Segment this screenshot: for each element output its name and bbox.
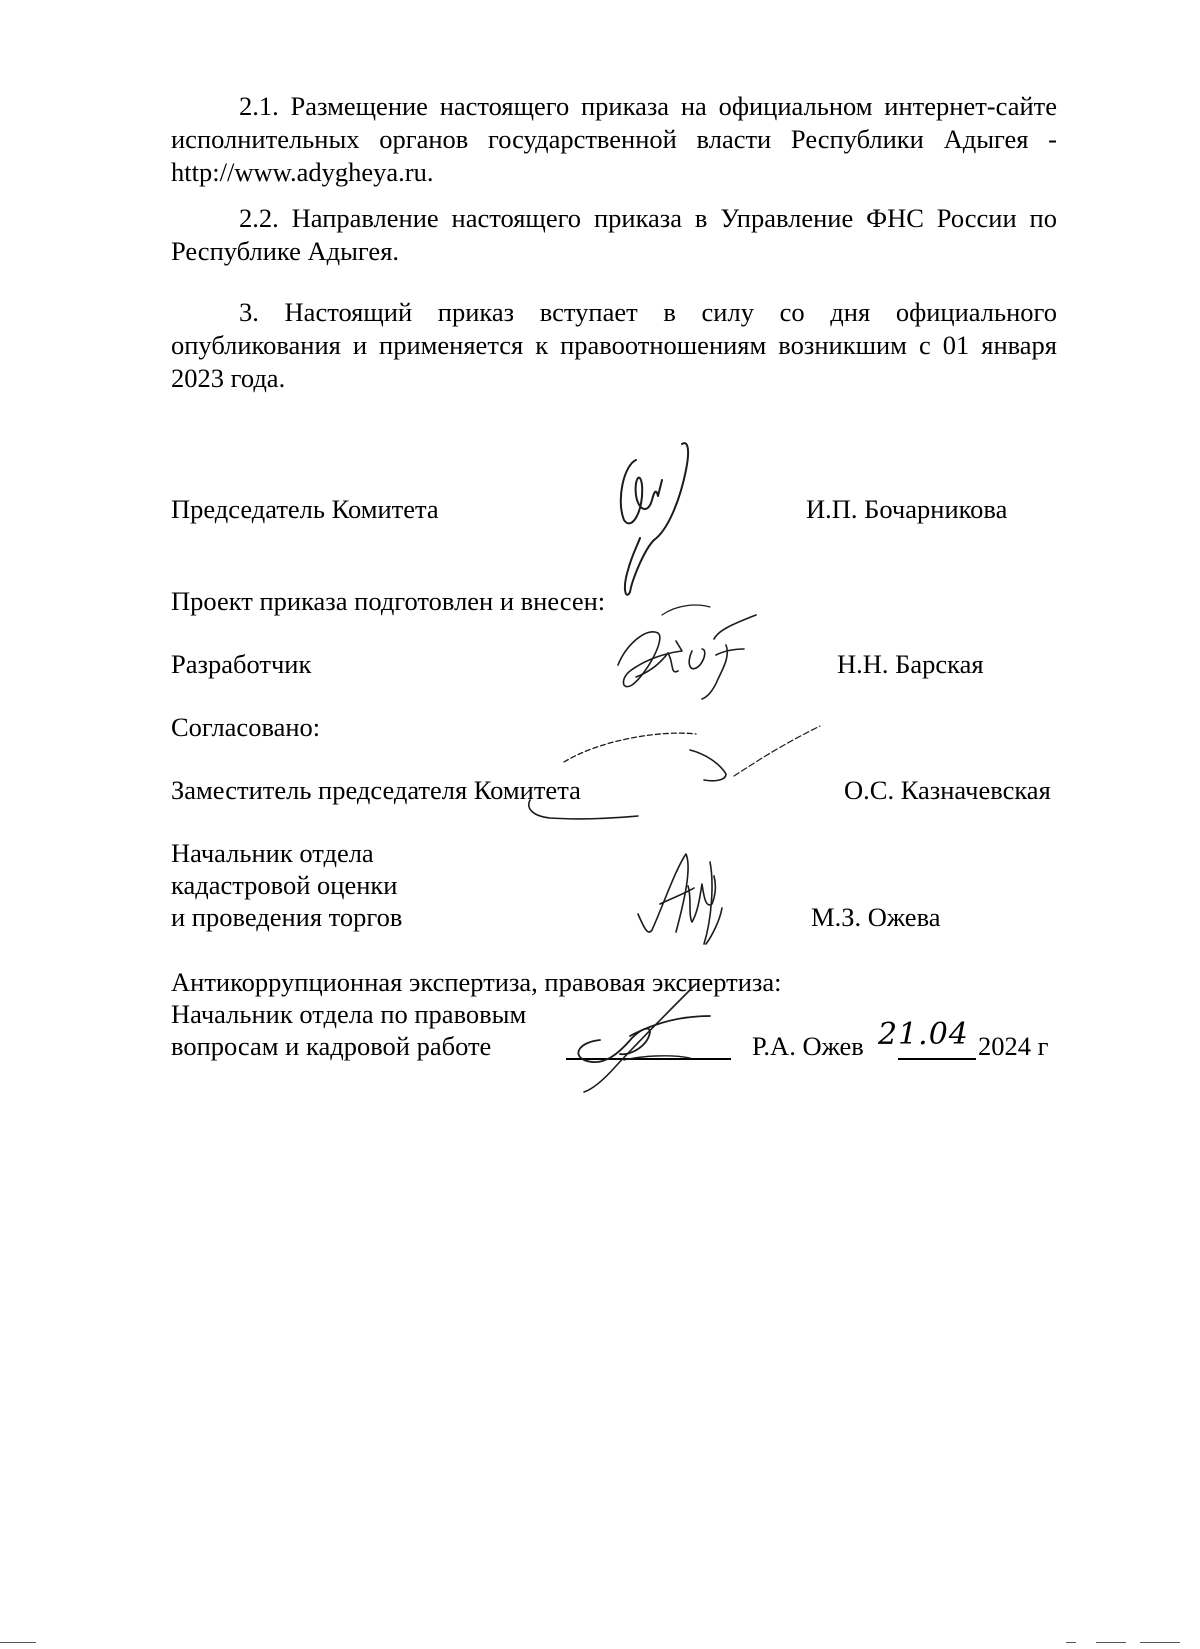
- head-title-line1: Начальник отдела: [171, 838, 374, 868]
- chair-title: Председатель Комитета: [171, 494, 439, 524]
- clause-2-2: 2.2. Направление настоящего приказа в Управление ФНС России по Республике Адыгея.: [171, 203, 1057, 266]
- developer-name: Н.Н. Барская: [837, 649, 984, 679]
- clause-3: 3. Настоящий приказ вступает в силу со дня официального опубликования и применяется к правоотношениям возникшим с 01 января 2023 года.: [171, 297, 1057, 393]
- scan-artifact: [1140, 1642, 1180, 1643]
- head-title-line2: кадастровой оценки: [171, 870, 398, 900]
- legal-signature: [560, 980, 740, 1095]
- prepared-heading: Проект приказа подготовлен и внесен:: [171, 586, 606, 616]
- deputy-signature: [520, 718, 830, 826]
- clause-2-1: 2.1. Размещение настоящего приказа на официальном интернет-сайте исполнительных органов государственной власти Республики Адыгея - http://www.adygheya.ru.: [171, 91, 1057, 187]
- head-signature: [632, 848, 742, 948]
- chair-name: И.П. Бочарникова: [806, 494, 1008, 524]
- scan-artifact: [0, 1642, 36, 1643]
- date-underline: [898, 1058, 976, 1060]
- legal-date-suffix: 2024 г: [978, 1031, 1049, 1061]
- scan-artifact: [1096, 1642, 1126, 1643]
- legal-date-handwritten: 21.04: [878, 1017, 969, 1052]
- legal-title-line1: Начальник отдела по правовым: [171, 999, 527, 1029]
- head-name: М.З. Ожева: [811, 902, 941, 932]
- legal-title-line2: вопросам и кадровой работе: [171, 1031, 492, 1061]
- developer-signature: [606, 605, 776, 705]
- deputy-title: Заместитель председателя Комитета: [171, 775, 581, 805]
- agreed-heading: Согласовано:: [171, 712, 321, 742]
- legal-name: Р.А. Ожев: [752, 1031, 864, 1061]
- chair-signature: [596, 440, 706, 600]
- scan-artifact: [1066, 1642, 1076, 1643]
- developer-title: Разработчик: [171, 649, 312, 679]
- deputy-name: О.С. Казначевская: [844, 775, 1051, 805]
- head-title-line3: и проведения торгов: [171, 902, 403, 932]
- expertise-heading: Антикоррупционная экспертиза, правовая экспертиза:: [171, 967, 782, 997]
